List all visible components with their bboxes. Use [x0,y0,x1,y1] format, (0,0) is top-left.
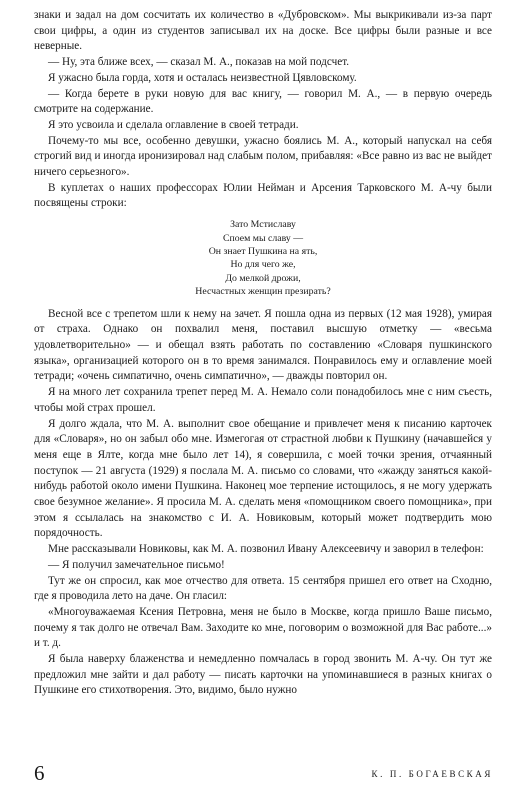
poem-quote [34,218,492,298]
poem-line: Но для чего же, [230,259,296,271]
paragraph: Я долго ждала, что М. А. выполнит свое обещание и привлечет меня к писанию карточек для «Словаря», но он забыл обо мне. Измегогая от страстной любви к Пушкину (начавшейся у меня еще в Ялте, когда мне было лет 14), я совершила, с моей точки зрения, отчаянный поступок — 21 августа (1929) я послала М. А. письмо со словами, что «жажду заняться какой-нибудь работой около имени Пушкина. Наконец мое терпение истощилось, я не могу удержать свое безумное желание». Я просила М. А. сделать меня «помощником своего помощника», при этом я ссылалась на знакомство с И. А. Новиковым, который может подтвердить мою порядочность. [34,417,492,540]
poem-line: Он знает Пушкина на ять, [208,245,318,257]
paragraph: Я на много лет сохранила трепет перед М. А. Немало соли понадобилось мне с ним съесть, чтобы мой страх прошел. [34,386,492,414]
paragraph: В куплетах о наших профессорах Юлии Нейман и Арсения Тарковского М. А-чу были посвящены строки: [34,181,492,210]
paragraph: Я ужасно была горда, хотя и осталась неизвестной Цявловскому. [48,71,357,84]
paragraph: Тут же он спросил, как мое отчество для ответа. 15 сентября пришел его ответ на Сходню, где я проводила лето на даче. Он гласил: [34,574,492,603]
page-body [34,8,492,699]
page-footer [34,760,493,790]
paragraph: «Многоуважаемая Ксения Петровна, меня не было в Москве, когда пришло Ваше письмо, почему я так долго не отвечал Вам. Заходите ко мне, поговорим о возможной для Вас работе...» и т. д. [34,605,492,650]
paragraph: — Я получил замечательное письмо! [48,558,225,571]
paragraph: Почему-то мы все, особенно девушки, ужасно боялись М. А., который напускал на себя строгий вид и иногда иронизировал над слабым полом, прибавляя: «Все равно из вас не выйдет ничего серьезного». [34,134,492,179]
paragraph: — Когда берете в руки новую для вас книгу, — говорил М. А., — в первую очередь смотрите на содержание. [34,87,492,116]
paragraph: — Ну, эта ближе всех, — сказал М. А., показав на мой подсчет. [48,56,350,69]
page-number: 6 [34,761,45,785]
poem-line: Зато Мстиславу [230,219,296,231]
paragraph: Я была наверху блаженства и немедленно помчалась в город звонить М. А-чу. Он тут же предложил мне зайти и дал работу — писать карточки на упоминавшиеся в разных книгах о Пушкине его стихотворения. Это, видимо, было нужно [34,653,492,697]
paragraph: Я это усвоила и сделала оглавление в своей тетради. [48,118,299,131]
paragraph: знаки и задал на дом сосчитать их количество в «Дубровском». Мы выкрикивали из-за парт свои цифры, а один из студентов записывал их на доске. Все цифры были разные и все неверные. [34,9,492,53]
paragraph: Весной все с трепетом шли к нему на зачет. Я пошла одна из первых (12 мая 1928), умирая от страха. Однако он похвалил меня, поставил высшую отметку — «весьма удовлетворительно» — и обещал взять работать по составлению «Словаря пушкинского языка», организацией которого он в то время занимался. Понравилось ему и оглавление моей тетради; «очень симпатично, очень симпатично», — дважды повторил он. [34,307,492,383]
poem-line: Споем мы славу — [222,232,304,244]
paragraph: Мне рассказывали Новиковы, как М. А. позвонил Ивану Алексеевичу и заворил в телефон: [48,543,484,556]
running-head-author: К. П. БОГАЕВСКАЯ [371,769,493,779]
poem-line: До мелкой дрожи, [225,272,301,284]
poem-line: Несчастных женщин презирать? [195,286,331,298]
